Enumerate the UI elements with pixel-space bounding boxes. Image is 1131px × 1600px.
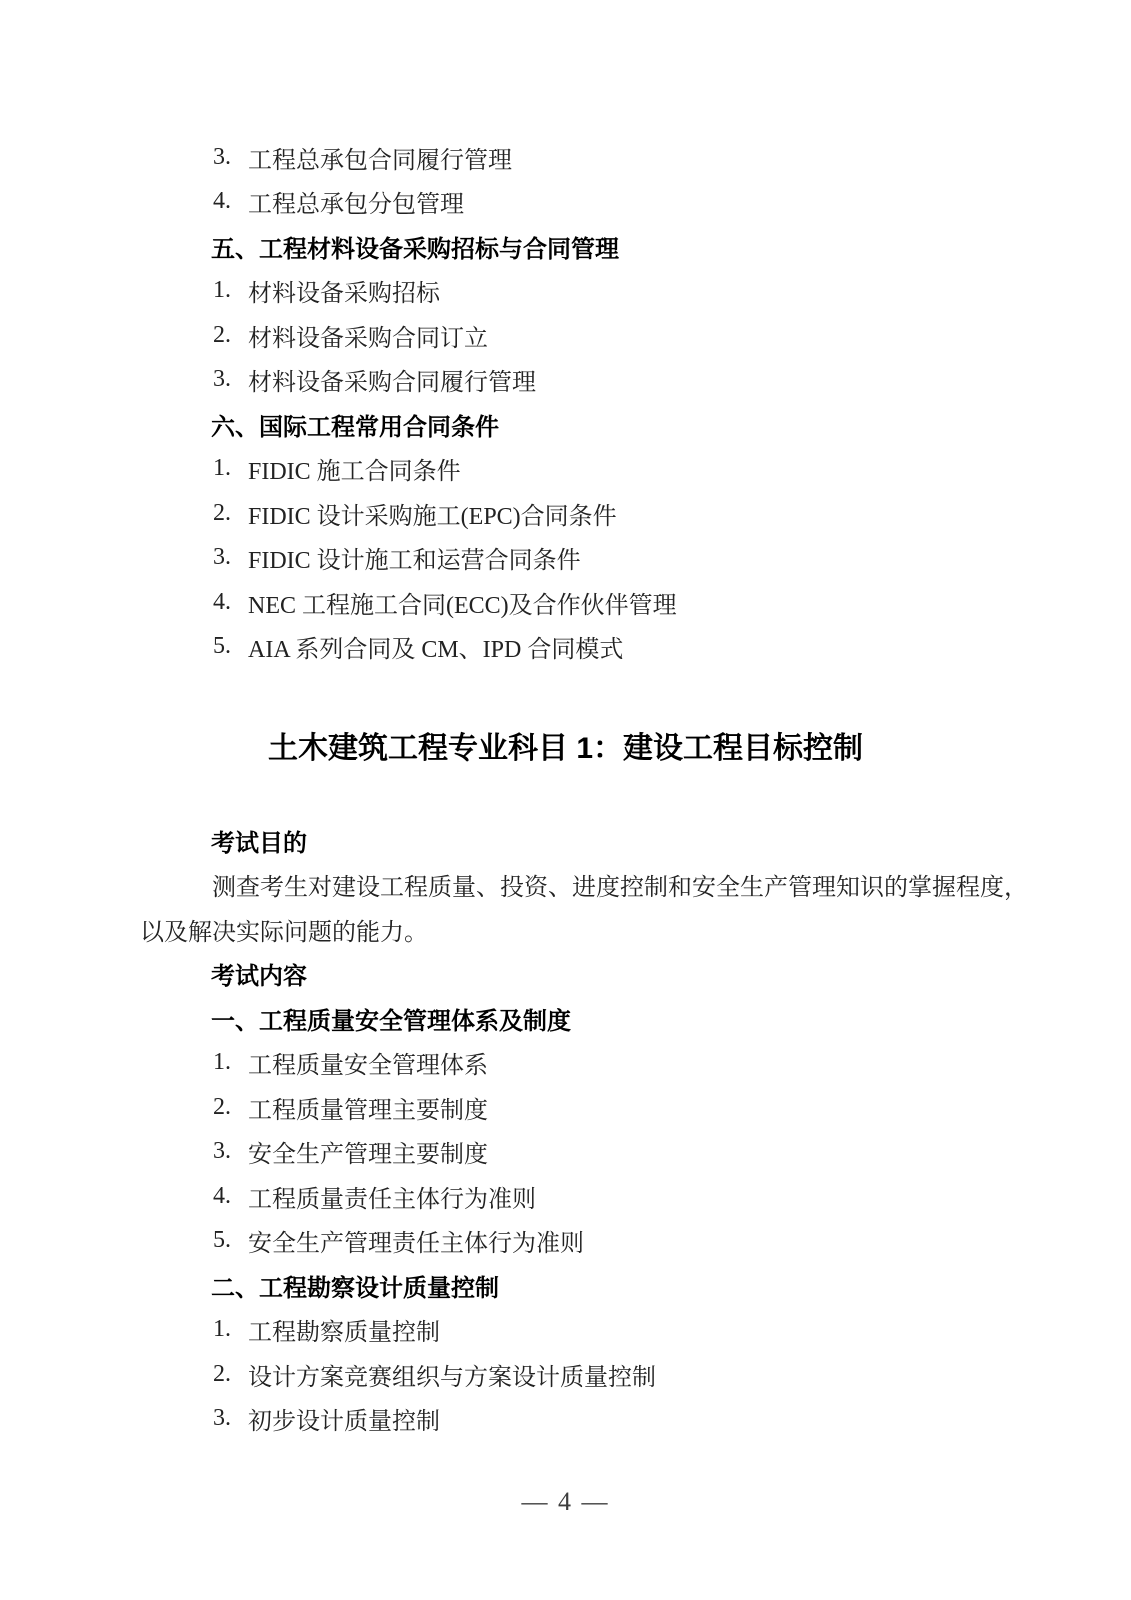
item-number: 3.: [213, 1138, 231, 1165]
list-item: [140, 1041, 1010, 1086]
item-label: 工程勘察质量控制: [248, 1320, 440, 1347]
list-item: [140, 1085, 1010, 1130]
item-number: 4.: [213, 188, 231, 215]
list-item: [140, 180, 1010, 225]
item-number: 4.: [213, 1182, 231, 1209]
item-label: 工程质量管理主要制度: [248, 1097, 488, 1124]
item-label: 工程质量责任主体行为准则: [248, 1186, 536, 1213]
item-number: 5.: [213, 633, 231, 660]
list-item: [140, 358, 1010, 403]
list-item: [140, 491, 1010, 536]
section-heading-1: 一、工程质量安全管理体系及制度: [211, 1007, 571, 1035]
list-item: [140, 1397, 1010, 1442]
section-heading-2: 二、工程勘察设计质量控制: [211, 1274, 499, 1302]
section-heading-5: 五、工程材料设备采购招标与合同管理: [211, 235, 619, 263]
list-item: [140, 1219, 1010, 1264]
item-number: 3.: [213, 366, 231, 393]
list-item: [140, 1308, 1010, 1353]
item-number: 3.: [213, 544, 231, 571]
item-number: 2.: [213, 321, 231, 348]
exam-purpose-heading: 考试目的: [211, 829, 307, 857]
subject-title: 土木建筑工程专业科目 1：建设工程目标控制: [267, 732, 864, 765]
item-number: 3.: [213, 143, 231, 170]
item-label: 材料设备采购合同订立: [248, 325, 488, 352]
list-item: [140, 313, 1010, 358]
item-number: 1.: [213, 277, 231, 304]
item-label: 工程总承包合同履行管理: [248, 147, 512, 174]
exam-purpose-block: [140, 818, 1028, 1441]
list-item: [140, 135, 1010, 180]
item-label: 工程总承包分包管理: [248, 192, 464, 219]
item-label: 初步设计质量控制: [248, 1409, 440, 1436]
list-item: [140, 625, 1010, 670]
page-footer: [0, 1480, 1131, 1524]
item-label: FIDIC 施工合同条件: [248, 459, 461, 486]
exam-purpose-paragraph-line: 以及解决实际问题的能力。: [140, 919, 428, 946]
document-content: [140, 135, 1028, 1441]
item-label: 工程质量安全管理体系: [248, 1053, 488, 1080]
exam-content-heading: 考试内容: [211, 963, 307, 991]
item-label: FIDIC 设计采购施工(EPC)合同条件: [248, 503, 617, 530]
item-number: 5.: [213, 1227, 231, 1254]
list-item: [140, 447, 1010, 492]
item-number: 1.: [213, 1316, 231, 1343]
item-label: 安全生产管理主要制度: [248, 1142, 488, 1169]
item-number: 2.: [213, 1093, 231, 1120]
item-number: 4.: [213, 588, 231, 615]
list-item: [140, 1174, 1010, 1219]
exam-purpose-paragraph-line: 测查考生对建设工程质量、投资、进度控制和安全生产管理知识的掌握程度，: [212, 875, 1028, 902]
item-label: 安全生产管理责任主体行为准则: [248, 1231, 584, 1258]
item-label: 材料设备采购招标: [248, 281, 440, 308]
page-number: — 4 —: [521, 1487, 610, 1516]
item-label: NEC 工程施工合同(ECC)及合作伙伴管理: [248, 592, 677, 619]
item-number: 2.: [213, 1360, 231, 1387]
item-number: 3.: [213, 1405, 231, 1432]
item-label: 材料设备采购合同履行管理: [248, 370, 536, 397]
list-item: [140, 1352, 1010, 1397]
item-number: 1.: [213, 1049, 231, 1076]
list-item: [140, 536, 1010, 581]
item-number: 1.: [213, 455, 231, 482]
list-item: [140, 269, 1010, 314]
item-number: 2.: [213, 499, 231, 526]
section-heading-6: 六、国际工程常用合同条件: [211, 413, 499, 441]
list-item: [140, 1130, 1010, 1175]
item-label: 设计方案竞赛组织与方案设计质量控制: [248, 1364, 656, 1391]
item-label: AIA 系列合同及 CM、IPD 合同模式: [248, 637, 624, 664]
item-label: FIDIC 设计施工和运营合同条件: [248, 548, 581, 575]
list-item: [140, 580, 1010, 625]
